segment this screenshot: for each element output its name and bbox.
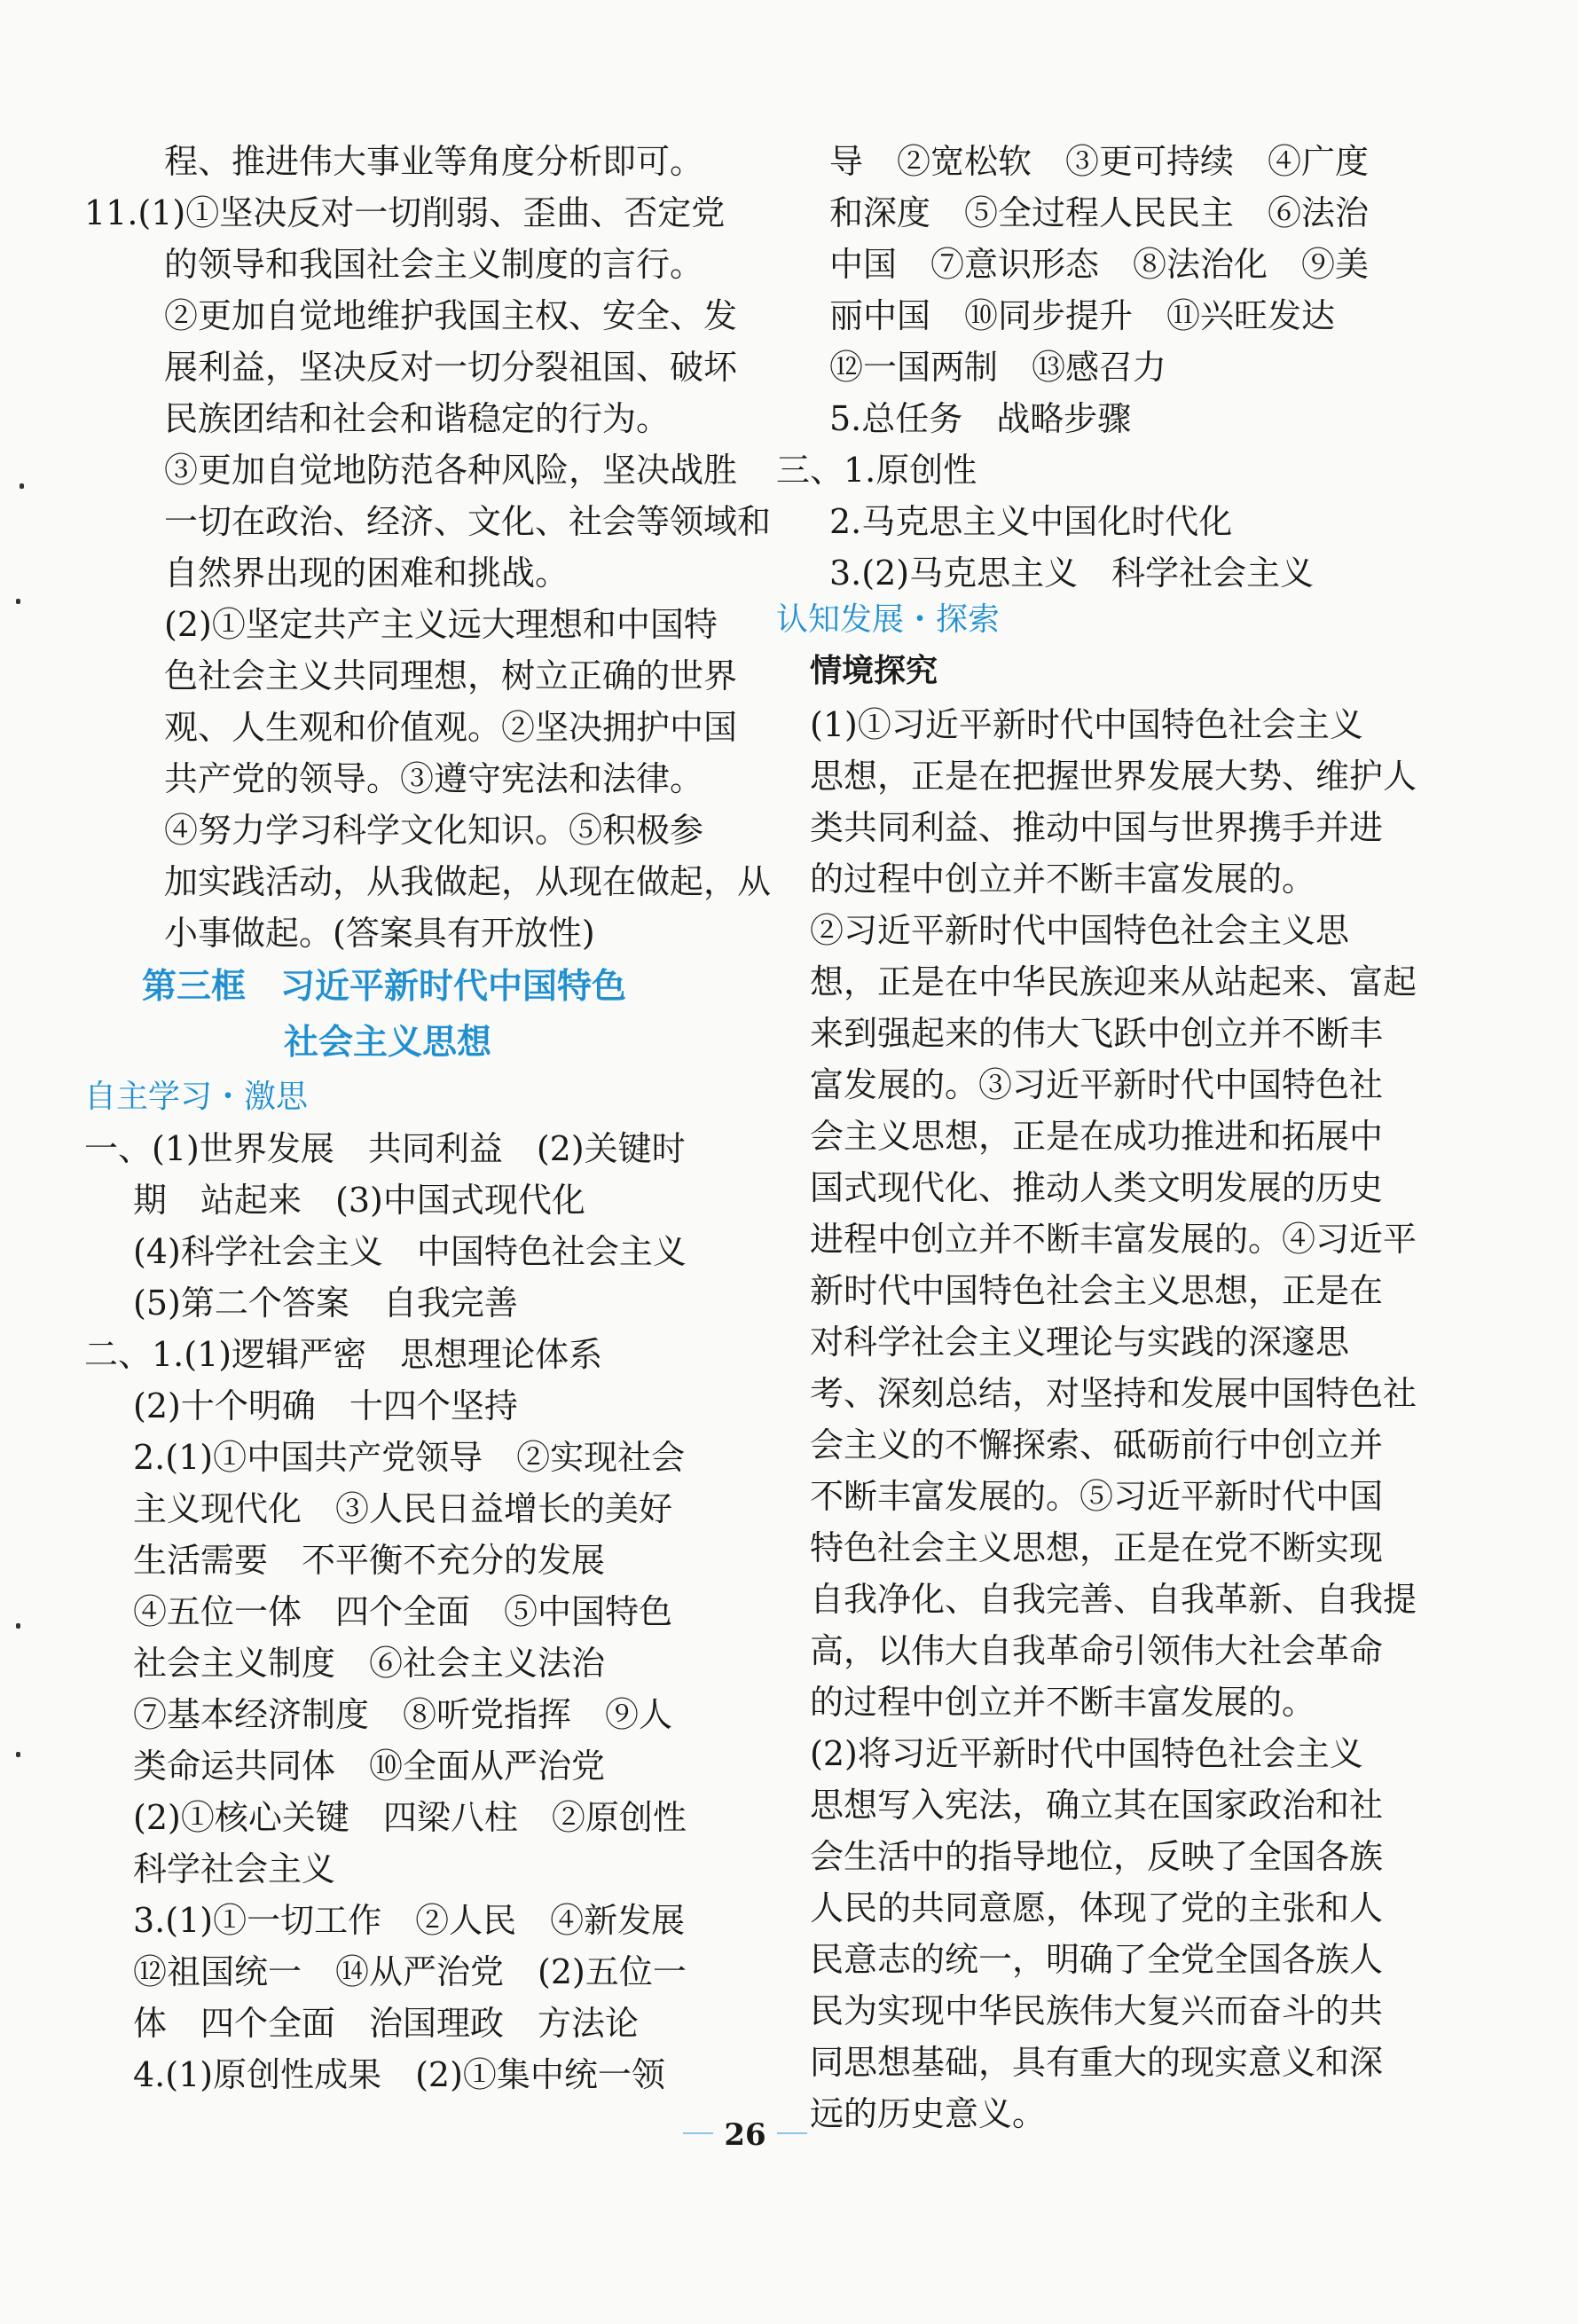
text-line: 类命运共同体 ⑩全面从严治党 — [133, 1747, 606, 1786]
text-line: 一、(1)世界发展 共同利益 (2)关键时 — [84, 1129, 686, 1168]
section-title-self-study: 自主学习・激思 — [84, 1079, 309, 1115]
text-line: 富发展的。③习近平新时代中国特色社 — [810, 1065, 1384, 1104]
text-line: 新时代中国特色社会主义思想，正是在 — [810, 1271, 1384, 1310]
text-line: 三、1.原创性 — [776, 451, 977, 490]
text-line: 导 ②宽松软 ③更可持续 ④广度 — [829, 142, 1370, 181]
margin-mark — [16, 1752, 20, 1757]
text-line: 不断丰富发展的。⑤习近平新时代中国 — [810, 1477, 1384, 1516]
text-line: 远的历史意义。 — [810, 2094, 1047, 2133]
text-line: 2.马克思主义中国化时代化 — [829, 502, 1233, 541]
text-line: 色社会主义共同理想，树立正确的世界 — [164, 656, 738, 695]
heading-line-1: 第三框 习近平新时代中国特色 — [142, 966, 627, 1007]
text-line: 小事做起。(答案具有开放性) — [164, 914, 595, 953]
page-number-decoration-left — [683, 2132, 713, 2134]
text-line: 中国 ⑦意识形态 ⑧法治化 ⑨美 — [829, 245, 1370, 284]
text-line: 民为实现中华民族伟大复兴而奋斗的共 — [810, 1991, 1384, 2030]
text-line: 同思想基础，具有重大的现实意义和深 — [810, 2043, 1384, 2082]
text-line: 生活需要 不平衡不充分的发展 — [133, 1541, 606, 1580]
text-line: 3.(2)马克思主义 科学社会主义 — [829, 554, 1315, 593]
text-line: 社会主义制度 ⑥社会主义法治 — [133, 1644, 606, 1683]
text-line: 对科学社会主义理论与实践的深邃思 — [810, 1323, 1350, 1362]
section-title-cognitive: 认知发展・探索 — [776, 601, 1001, 638]
text-line: 类共同利益、推动中国与世界携手并进 — [810, 808, 1384, 847]
text-line: 国式现代化、推动人类文明发展的历史 — [810, 1168, 1384, 1207]
text-line: 展利益，坚决反对一切分裂祖国、破坏 — [164, 348, 738, 387]
text-line: 人民的共同意愿，体现了党的主张和人 — [810, 1888, 1384, 1928]
text-line: 考、深刻总结，对坚持和发展中国特色社 — [810, 1374, 1417, 1413]
subheading-scenario: 情境探究 — [810, 653, 938, 689]
text-line: 二、1.(1)逻辑严密 思想理论体系 — [84, 1335, 603, 1374]
text-line: ②更加自觉地维护我国主权、安全、发 — [164, 296, 738, 335]
heading-line-2: 社会主义思想 — [284, 1022, 492, 1063]
text-line: 主义现代化 ③人民日益增长的美好 — [133, 1489, 673, 1528]
text-line: 自我净化、自我完善、自我革新、自我提 — [810, 1580, 1417, 1619]
text-line: 期 站起来 (3)中国式现代化 — [133, 1181, 585, 1220]
text-line: 民意志的统一，明确了全党全国各族人 — [810, 1940, 1384, 1979]
text-line: (1)①习近平新时代中国特色社会主义 — [810, 705, 1363, 744]
text-line: 想，正是在中华民族迎来从站起来、富起 — [810, 962, 1417, 1001]
text-line: (2)①坚定共产主义远大理想和中国特 — [164, 605, 718, 644]
text-line: 的过程中创立并不断丰富发展的。 — [810, 1683, 1316, 1722]
text-line: 的领导和我国社会主义制度的言行。 — [164, 245, 704, 284]
text-line: 会主义思想，正是在成功推进和拓展中 — [810, 1117, 1384, 1156]
text-line: 观、人生观和价值观。②坚决拥护中国 — [164, 708, 738, 747]
text-line: 的过程中创立并不断丰富发展的。 — [810, 860, 1316, 899]
text-line: (4)科学社会主义 中国特色社会主义 — [133, 1232, 687, 1271]
text-line: 一切在政治、经济、文化、社会等领域和 — [164, 502, 772, 541]
text-line: 3.(1)①一切工作 ②人民 ④新发展 — [133, 1901, 686, 1940]
text-line: ②习近平新时代中国特色社会主义思 — [810, 911, 1350, 950]
text-line: 共产党的领导。③遵守宪法和法律。 — [164, 759, 704, 798]
text-line: (2)①核心关键 四梁八柱 ②原创性 — [133, 1798, 687, 1837]
text-line: 自然界出现的困难和挑战。 — [164, 554, 569, 593]
text-line: 民族团结和社会和谐稳定的行为。 — [164, 399, 671, 438]
text-line: ⑦基本经济制度 ⑧听党指挥 ⑨人 — [133, 1695, 673, 1734]
text-line: 丽中国 ⑩同步提升 ⑪兴旺发达 — [829, 296, 1336, 335]
text-line: ④努力学习科学文化知识。⑤积极参 — [164, 811, 704, 850]
page-number-text: 26 — [724, 2117, 766, 2153]
text-line: 2.(1)①中国共产党领导 ②实现社会 — [133, 1438, 686, 1477]
text-line: ④五位一体 四个全面 ⑤中国特色 — [133, 1592, 673, 1631]
text-line: (2)将习近平新时代中国特色社会主义 — [810, 1734, 1363, 1773]
text-line: 5.总任务 战略步骤 — [829, 399, 1132, 438]
text-line: 体 四个全面 治国理政 方法论 — [133, 2004, 640, 2043]
text-line: ⑫祖国统一 ⑭从严治党 (2)五位一 — [133, 1952, 687, 1991]
text-line: (2)十个明确 十四个坚持 — [133, 1386, 518, 1425]
text-line: 科学社会主义 — [133, 1849, 336, 1888]
text-line: 会主义的不懈探索、砥砺前行中创立并 — [810, 1425, 1384, 1464]
text-line: 加实践活动，从我做起，从现在做起，从 — [164, 862, 772, 901]
text-line: 思想写入宪法，确立其在国家政治和社 — [810, 1786, 1384, 1825]
text-line: 来到强起来的伟大飞跃中创立并不断丰 — [810, 1014, 1384, 1053]
margin-mark — [16, 599, 20, 604]
margin-mark — [16, 1623, 20, 1629]
text-line: 高，以伟大自我革命引领伟大社会革命 — [810, 1631, 1384, 1670]
page-number-decoration-right — [777, 2132, 807, 2134]
text-line: 进程中创立并不断丰富发展的。④习近平 — [810, 1220, 1417, 1259]
text-line: 和深度 ⑤全过程人民民主 ⑥法治 — [829, 193, 1370, 232]
text-line: 11.(1)①坚决反对一切削弱、歪曲、否定党 — [84, 193, 726, 232]
margin-mark — [20, 483, 24, 489]
text-line: 会生活中的指导地位，反映了全国各族 — [810, 1837, 1384, 1876]
text-line: 程、推进伟大事业等角度分析即可。 — [164, 142, 704, 181]
text-line: (5)第二个答案 自我完善 — [133, 1284, 518, 1323]
text-line: 特色社会主义思想，正是在党不断实现 — [810, 1528, 1384, 1567]
text-line: 思想，正是在把握世界发展大势、维护人 — [810, 757, 1417, 796]
text-line: 4.(1)原创性成果 (2)①集中统一领 — [133, 2055, 665, 2094]
page-number — [692, 2111, 798, 2164]
text-line: ③更加自觉地防范各种风险，坚决战胜 — [164, 451, 738, 490]
text-line: ⑫一国两制 ⑬感召力 — [829, 348, 1167, 387]
